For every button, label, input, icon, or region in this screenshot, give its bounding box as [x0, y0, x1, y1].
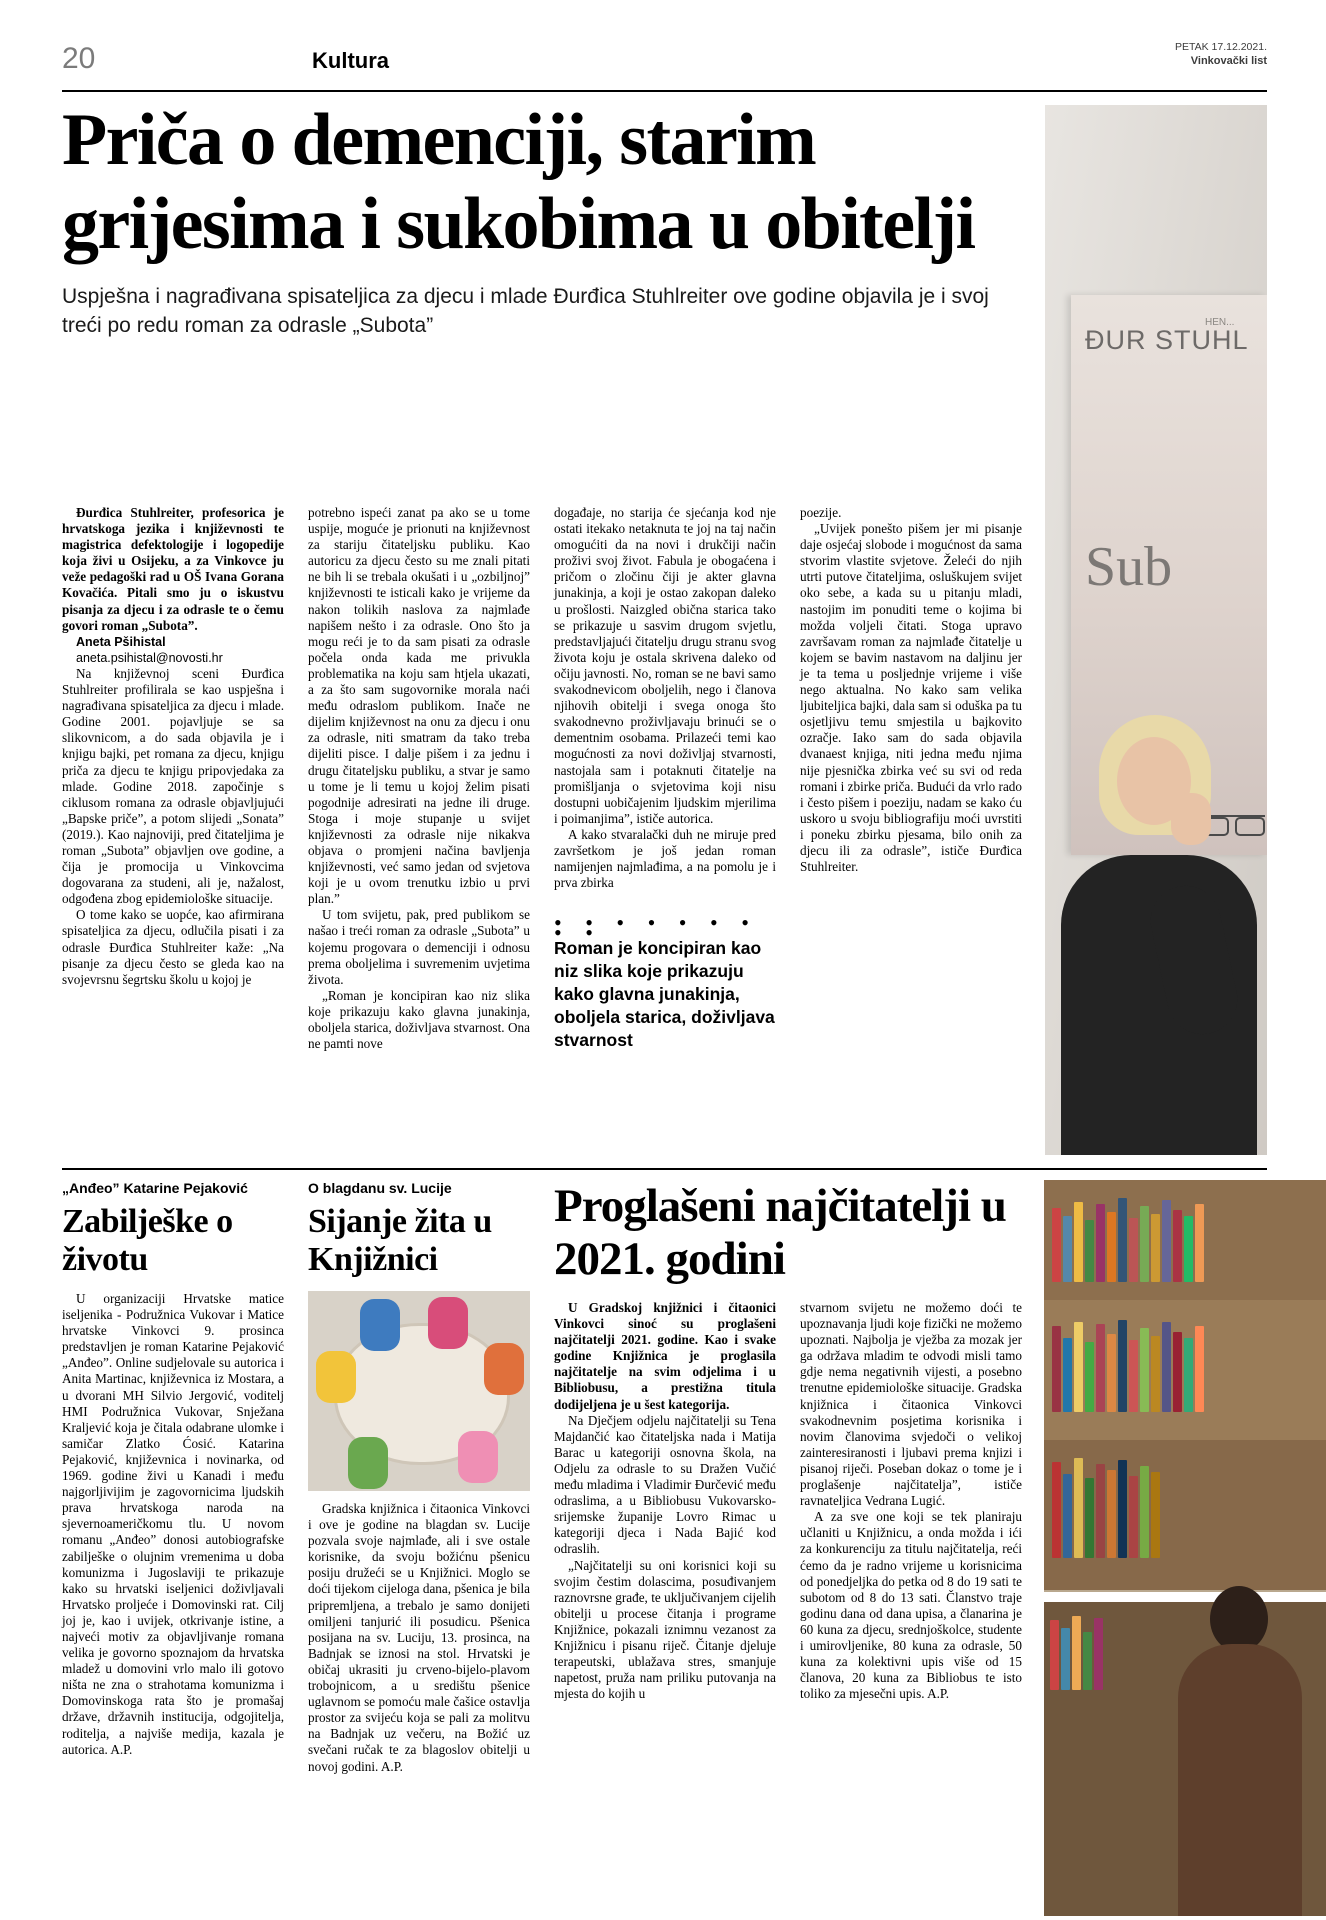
paragraph: U organizaciji Hrvatske matice iseljenika - Podružnica Vukovar i Matice hrvatske Vinkovci 9. prosinca predstavljen je roman Katarine Pejaković „Anđeo”. Online sudjelovale su autorica i Anita Martinac, književnica iz Mostara, a u dvorani MH Silvio Jergović, voditelj HMI Podružnica Vukovar, Snježana Kraljević koja je čitala odabrane ulomke i samičar Zlatko Ćosić. Katarina Pejaković, književnica i novinarka, od 1969. godine živi u Kanadi i među najgorljivijim je zagovornicima ljudskih prava hrvatskoga naroda na sjevernoameričkomu tlu. U novom romanu „Anđeo” donosi autobiografske zabilješke o olujnim vremenima u doba komunizma i Jugoslaviji te prikazuje kako su hrvatski iseljenici doživljavali Hrvatsko proljeće i Domovinski rat. Cilj joj je, kao i uvijek, otkrivanje istine, a najveći motiv za objavljivanje romana velika je govorno spoznajom da hrvatska mladež u domovini vrlo malo ili gotovo ništa ne zna o strahotama komunizma i Domovinskoga rata što je promašaj države, državnih institucija, odgojitelja, roditelja, a najviše medija, kazala je autorica. A.P. [62, 1291, 284, 1757]
photo-child [484, 1343, 524, 1395]
book-row [1050, 1616, 1103, 1690]
paragraph: „Uvijek ponešto pišem jer mi pisanje daje osjećaj slobode i mogućnost da sama stvorim vlastite svjetove. Želeći do njih utrti putove čitateljima, osluškujem svijet oko sebe, a kada su u pitanju mladi, nastojim im ponuditi teme o kojima bi možda voljeli čitati. Stoga upravo završavam roman za najmlađe čitatelje u kojem se bavim nastavom na daljinu jer je ta tema u posljednje vrijeme i više nego aktualna. No kako sam velika ljubiteljica bajki, dala sam si oduška pa tu osjetljivu temu smjestila u bajkovito ozračje. Iako sam do sada objavila dvanaest knjiga, niti jedna među njima nije pjesnička zbirka već su svi od reda romani i zbirke priča. Budući da vrlo rado i često pišem i poeziju, nadam se kako ću uskoro u svoju bibliografiju moći uvrstiti i poneku zbirku pjesama, bilo onih za djecu ili za odrasle”, ističe Đurđica Stuhlreiter. [800, 521, 1022, 875]
section-title: Kultura [312, 48, 389, 73]
library-visitor [1164, 1586, 1314, 1916]
author-portrait [1045, 685, 1267, 1155]
pull-quote: Roman je koncipiran kao niz slika koje prikazuju kako glavna junakinja, oboljela starica, doživljava stvarnost [554, 938, 775, 1050]
story-zabiljeske [62, 1180, 284, 1758]
book-cover-title: Sub [1085, 536, 1173, 598]
story-kicker: O blagdanu sv. Lucije [308, 1180, 452, 1196]
book-cover-author: ĐUR STUHL [1085, 325, 1249, 355]
paragraph: „Najčitatelji su oni korisnici koji su svojim čestim dolascima, posuđivanjem raznovrsne građe, te uključivanjem cijelih obitelji u procese čitanja i programe Knjižnice, pokazali iznimnu vezanost za Knjižnicu i pisanu riječ. Čitanje djeluje terapeutski, ublažava stres, smanjuje napetost, pruža nam priliku putovanja na mjesta do kojih u [554, 1557, 776, 1702]
book-row [1052, 1198, 1204, 1282]
paragraph: potrebno ispeći zanat pa ako se u tome uspije, moguće je prionuti na književnost za stariju čitateljsku publiku. Kao autoricu za djecu često su me znali pitati ne bih li se trebala okušati i u „ozbiljnoj” književnosti te isticali kako je vrijeme da nakon tolikih naslova za najmlađe napišem nešto i za odrasle. Ono što ja mogu reći je to da sam pisati za odrasle počela onda kada me privukla problematika na koju sam htjela ukazati, a za što sam sugovornike morala naći među odraslom publikom. Inače ne dijelim književnost na onu za djecu i onu za odrasle, niti smatram da tako treba dijeliti pisce. I dalje pišem i za jednu i drugu čitateljsku publiku, a stvar je samo u tome je li temu u kojoj želim pisati pogodnije adresirati na jedne ili druge. Stoga i moje stupanje u svijet književnosti za odrasle nije nikakva objava o promjeni načina bavljenja književnosti, već samo jedan od svjetova koji je u ovom trenutku izbio u prvi plan.” [308, 505, 530, 907]
paragraph: Na književnoj sceni Đurđica Stuhlreiter profilirala se kao uspješna i nagrađivana spisateljica za djecu i mlade. Godine 2001. pojavljuje se sa slikovnicom, a do sada objavila je i knjigu bajki, pet romana za djecu, knjigu priča za djecu te knjigu pripovjedaka za mlade. Godine 2018. započinje s ciklusom romana za odrasle objavljujući „Bapske priče”, a potom slijedi „Sonata” (2019.). Kao najnoviji, pred čitateljima je roman „Subota” objavljen ove godine, a čija je promocija u Vinkovcima dogovarana za studeni, ali je, nažalost, odgođena zbog epidemiološke situacije. [62, 665, 284, 907]
lead-column-3 [554, 505, 776, 891]
paragraph: A za sve one koji se tek planiraju učlaniti u Knjižnicu, a onda možda i ići za konkurenciju za titulu najčitatelja, reći ćemo da je radno vrijeme u korisnicima od ponedjeljka do petka od 8 do 19 sati te subotom od 8 do 13 sati. Članstvo traje godinu dana od dana upisa, a članarina je 60 kuna za djecu, srednjoškolce, studente i umirovljenike, 80 kuna za odrasle, 50 kuna za kolektivni upis više od 15 članova, 20 kuna za Bibliobus te isto toliko za mjesečni upis. A.P. [800, 1509, 1022, 1702]
story-column-right [800, 1300, 1022, 1702]
visitor-head [1210, 1586, 1268, 1652]
photo-child [428, 1297, 468, 1349]
lead-column-4 [800, 505, 1022, 875]
section-divider [62, 1168, 1267, 1170]
story-kicker: „Anđeo” Katarine Pejaković [62, 1180, 248, 1196]
story-column-left [554, 1300, 776, 1702]
story-lucija [308, 1180, 530, 1775]
story-body [308, 1501, 530, 1775]
byline-email: aneta.psihistal@novosti.hr [76, 650, 223, 665]
story-headline: Sijanje žita u Knjižnici [308, 1203, 492, 1278]
portrait-hand [1171, 793, 1211, 845]
pullquote-dots: • • • • • • • • • [554, 910, 758, 945]
issue-info [1175, 40, 1267, 68]
paragraph: „Roman je koncipiran kao niz slika koje prikazuju kako glavna junakinja, oboljela starica, doživljava stvarnost. Ona ne pamti nove [308, 987, 530, 1052]
lead-body [62, 505, 1030, 1155]
page-header [62, 41, 1267, 88]
book-cover-tag: HEN... [1205, 317, 1235, 328]
paragraph: događaje, no starija će sjećanja kod nje ostati itekako netaknuta te joj na taj način omogućiti da na novi i drukčiji način proživi svoj život. Fabula je obogaćena i pričom o zločinu čiji je akter glavna junakinja, a koji je ostao zakopan daleko u prošlosti. Naizgled obična starica tako se prikazuje u sasvim drugom svjetlu, predstavljajući čitatelju drugu stranu svog života koju je ostala skrivena daleko od očiju javnosti. No, roman se ne bavi samo svakodnevicom oboljelih, nego i članova njihovih obitelji i svega onoga što svakodnevno proživljavaju brinući se o dementnim osobama. Prilazeći temi kao mogućnosti za novi doživljaj stvarnosti, nastojala sam i potaknuti čitatelje na promišljanja o svjetovima koji nisu dostupni uobičajenim ljudskim mjerilima i poimanjima”, ističe autorica. [554, 505, 776, 826]
author-photo [1045, 105, 1267, 1155]
photo-child [360, 1299, 400, 1351]
story-headline: Proglašeni najčitatelji u 2021. godini [554, 1180, 1006, 1285]
paragraph: poezije. [800, 505, 842, 520]
paragraph: stvarnom svijetu ne možemo doći te upoznavanja ljudi koje fizički ne možemo upoznati. Najbolja je vježba za mozak jer ga održava mladim te odvodi misli tamo gdje nema negativnih vijesti, a posebno trenutne epidemiološke situacije. Gradska knjižnica i čitaonica Vinkovci svakodnevnim posjetima korisnika i novim članovima svjedoči o velikoj zainteresiranosti i ljubavi prema knjizi i pisanoj riječi. Poseban dokaz o tome je i proglašenje najčitatelja”, ističe ravnateljica Vedrana Lugić. [800, 1300, 1022, 1509]
story-intro-paragraph: U Gradskoj knjižnici i čitaonici Vinkovci sinoć su proglašeni najčitatelji 2021. godine. Kao i svake godine Knjižnica je proglasila najčitatelje na svim odjelima i u Bibliobusu, a prestižna titula dodijeljena je u šest kategorija. [554, 1300, 776, 1412]
paragraph: Gradska knjižnica i čitaonica Vinkovci i ove je godine na blagdan sv. Lucije pozvala svoje najmlađe, ali i sve ostale korisnike, da svoju božićnu pšenicu posiju družeći se u Knjižnici. Moglo se doći tijekom cijeloga dana, pšenica je bila pripremljena, a trebalo je samo donijeti omiljeni tanjurić ili posudicu. Pšenica posijana na sv. Luciju, 13. prosinca, na Badnjak se iznosi na stol. Hrvatski je običaj ukrasiti ju crveno-bijelo-plavom trobojnicom, a u središtu pšenice uglavnom se pomoću male čašice ostavlja prostor za svijeću koja se pali za molitvu na Badnjak uz večeru, na Božić uz svečani ručak te za blagoslov obitelji u novoj godini. A.P. [308, 1501, 530, 1774]
paragraph: O tome kako se uopće, kao afirmirana spisateljica za djecu, odlučila pisati i za odrasle Đurđica Stuhlreiter kaže: „Na pisanje za djecu često se gleda kao na svojevrsnu šegrtsku školu u kojoj je [62, 907, 284, 987]
book-row [1052, 1458, 1160, 1558]
lead-headline: Priča o demenciji, starim grijesima i sukobima u obitelji [62, 99, 975, 265]
photo-child [458, 1431, 498, 1483]
workshop-photo [308, 1291, 530, 1491]
visitor-body [1178, 1644, 1302, 1916]
book-row [1052, 1320, 1204, 1412]
photo-child [348, 1437, 388, 1489]
lead-column-1 [62, 505, 284, 988]
header-divider [62, 90, 1267, 92]
paragraph: A kako stvaralački duh ne miruje pred završetkom je još jedan roman namijenjen najmlađima, a na pomolu je i prva zbirka [554, 826, 776, 891]
issue-date: PETAK 17.12.2021. [1174, 41, 1267, 53]
paragraph: U tom svijetu, pak, pred publikom se našao i treći roman za odrasle „Subota” u kojemu progovara o demenciji i odnosu prema oboljelima i suvremenim uvjetima života. [308, 907, 530, 987]
lead-column-2 [308, 505, 530, 1052]
page-number: 20 [62, 42, 96, 75]
story-body [62, 1291, 284, 1758]
lead-subheadline: Uspješna i nagrađivana spisateljica za djecu i mlade Đurđica Stuhlreiter ove godine objavila je i svoj treći po redu roman za odrasle „Subota” [62, 285, 989, 337]
story-najcitatelji [554, 1180, 1022, 1702]
paragraph: Na Dječjem odjelu najčitatelji su Tena Majdančić kao čitateljska nada i Matija Barac u kategoriji osnovna škola, na Odjelu za odrasle to su Dražen Vučić među mladima i Vladimir Đurčević među odraslima, a u Bibliobusu Vukovarsko-srijemske županije Lovro Rimac u kategoriji djeca i Nada Bajić kod odraslih. [554, 1412, 776, 1557]
photo-child [316, 1351, 356, 1403]
paper-name: Vinkovački list [1190, 55, 1267, 67]
byline-name: Aneta Pšihistal [76, 634, 166, 649]
lead-intro-paragraph: Đurđica Stuhlreiter, profesorica je hrvatskoga jezika i književnosti te magistrica defektologije i logopedije koja živi u Osijeku, a za Vinkovce ju veže pedagoški rad u OŠ Ivana Gorana Kovačića. Pitali smo ju o iskustvu pisanja za djecu i za odrasle te o čemu govori roman „Subota”. [62, 505, 284, 633]
story-headline: Zabilješke o životu [62, 1203, 233, 1278]
library-photo [1044, 1180, 1326, 1916]
